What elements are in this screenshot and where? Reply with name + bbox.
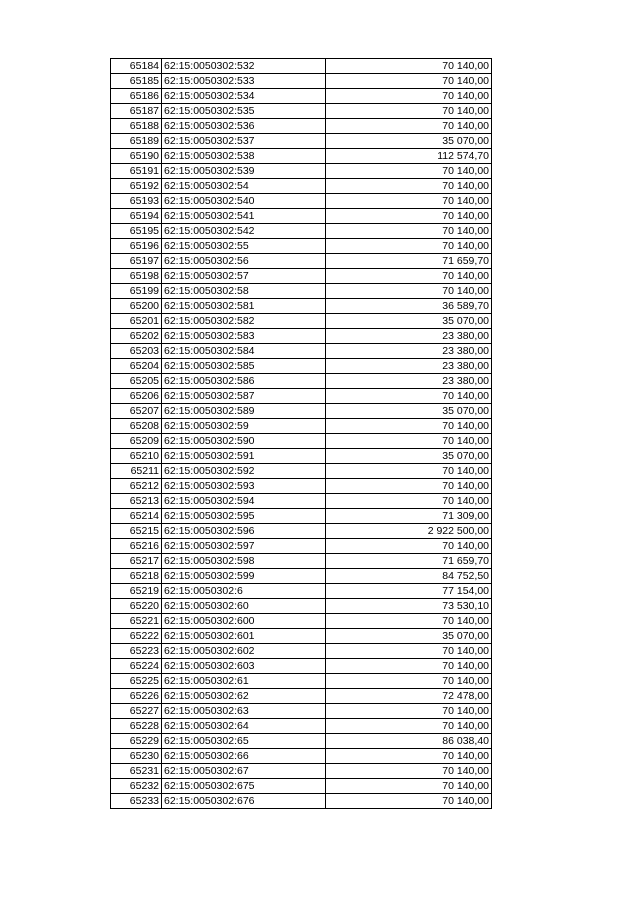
cadastral-number-cell: 62:15:0050302:58 [162,284,326,299]
table-row [111,419,492,434]
table-row [111,779,492,794]
table-row [111,329,492,344]
table-row [111,89,492,104]
row-number-cell: 65219 [111,584,162,599]
cadastral-number-cell: 62:15:0050302:590 [162,434,326,449]
table-row [111,749,492,764]
table-row [111,524,492,539]
cadastral-number-cell: 62:15:0050302:538 [162,149,326,164]
row-number-cell: 65201 [111,314,162,329]
cadastral-number-cell: 62:15:0050302:582 [162,314,326,329]
cadastral-value-cell: 70 140,00 [326,749,492,764]
cadastral-value-cell: 70 140,00 [326,179,492,194]
table-row [111,104,492,119]
row-number-cell: 65211 [111,464,162,479]
row-number-cell: 65197 [111,254,162,269]
cadastral-value-cell: 35 070,00 [326,404,492,419]
cadastral-number-cell: 62:15:0050302:535 [162,104,326,119]
table-row [111,74,492,89]
cadastral-number-cell: 62:15:0050302:62 [162,689,326,704]
table-row [111,434,492,449]
table-row [111,689,492,704]
table-row [111,764,492,779]
cadastral-number-cell: 62:15:0050302:581 [162,299,326,314]
row-number-cell: 65217 [111,554,162,569]
cadastral-value-cell: 73 530,10 [326,599,492,614]
cadastral-number-cell: 62:15:0050302:63 [162,704,326,719]
cadastral-value-cell: 77 154,00 [326,584,492,599]
cadastral-value-cell: 72 478,00 [326,689,492,704]
cadastral-value-cell: 70 140,00 [326,479,492,494]
row-number-cell: 65227 [111,704,162,719]
table-row [111,479,492,494]
cadastral-value-table [110,58,492,809]
cadastral-value-cell: 70 140,00 [326,224,492,239]
cadastral-number-cell: 62:15:0050302:55 [162,239,326,254]
table-row [111,599,492,614]
cadastral-number-cell: 62:15:0050302:540 [162,194,326,209]
table-row [111,464,492,479]
cadastral-number-cell: 62:15:0050302:533 [162,74,326,89]
cadastral-number-cell: 62:15:0050302:532 [162,59,326,74]
row-number-cell: 65215 [111,524,162,539]
cadastral-number-cell: 62:15:0050302:534 [162,89,326,104]
cadastral-value-cell: 70 140,00 [326,764,492,779]
cadastral-number-cell: 62:15:0050302:593 [162,479,326,494]
cadastral-value-cell: 23 380,00 [326,359,492,374]
row-number-cell: 65193 [111,194,162,209]
cadastral-number-cell: 62:15:0050302:591 [162,449,326,464]
row-number-cell: 65196 [111,239,162,254]
cadastral-number-cell: 62:15:0050302:541 [162,209,326,224]
row-number-cell: 65232 [111,779,162,794]
cadastral-value-cell: 86 038,40 [326,734,492,749]
cadastral-number-cell: 62:15:0050302:599 [162,569,326,584]
row-number-cell: 65228 [111,719,162,734]
row-number-cell: 65188 [111,119,162,134]
row-number-cell: 65191 [111,164,162,179]
cadastral-value-cell: 70 140,00 [326,89,492,104]
cadastral-number-cell: 62:15:0050302:539 [162,164,326,179]
row-number-cell: 65186 [111,89,162,104]
row-number-cell: 65223 [111,644,162,659]
cadastral-number-cell: 62:15:0050302:592 [162,464,326,479]
cadastral-value-cell: 70 140,00 [326,119,492,134]
cadastral-number-cell: 62:15:0050302:586 [162,374,326,389]
cadastral-value-cell: 70 140,00 [326,719,492,734]
cadastral-number-cell: 62:15:0050302:65 [162,734,326,749]
cadastral-number-cell: 62:15:0050302:583 [162,329,326,344]
row-number-cell: 65200 [111,299,162,314]
cadastral-value-cell: 112 574,70 [326,149,492,164]
cadastral-number-cell: 62:15:0050302:67 [162,764,326,779]
table-row [111,644,492,659]
cadastral-number-cell: 62:15:0050302:596 [162,524,326,539]
row-number-cell: 65218 [111,569,162,584]
row-number-cell: 65195 [111,224,162,239]
table-row [111,284,492,299]
cadastral-number-cell: 62:15:0050302:61 [162,674,326,689]
cadastral-value-cell: 23 380,00 [326,329,492,344]
cadastral-value-cell: 70 140,00 [326,614,492,629]
table-row [111,344,492,359]
table-row [111,614,492,629]
cadastral-value-cell: 35 070,00 [326,629,492,644]
row-number-cell: 65210 [111,449,162,464]
cadastral-number-cell: 62:15:0050302:600 [162,614,326,629]
cadastral-value-cell: 71 659,70 [326,254,492,269]
row-number-cell: 65194 [111,209,162,224]
cadastral-number-cell: 62:15:0050302:598 [162,554,326,569]
cadastral-value-cell: 23 380,00 [326,344,492,359]
cadastral-value-cell: 70 140,00 [326,434,492,449]
cadastral-number-cell: 62:15:0050302:536 [162,119,326,134]
cadastral-value-cell: 70 140,00 [326,104,492,119]
cadastral-number-cell: 62:15:0050302:64 [162,719,326,734]
cadastral-number-cell: 62:15:0050302:584 [162,344,326,359]
row-number-cell: 65230 [111,749,162,764]
table-row [111,509,492,524]
row-number-cell: 65220 [111,599,162,614]
table-row [111,374,492,389]
cadastral-number-cell: 62:15:0050302:585 [162,359,326,374]
cadastral-number-cell: 62:15:0050302:587 [162,389,326,404]
cadastral-value-cell: 70 140,00 [326,494,492,509]
cadastral-value-cell: 70 140,00 [326,539,492,554]
cadastral-value-cell: 35 070,00 [326,314,492,329]
row-number-cell: 65189 [111,134,162,149]
table-row [111,149,492,164]
table-row [111,224,492,239]
row-number-cell: 65216 [111,539,162,554]
cadastral-value-cell: 71 309,00 [326,509,492,524]
cadastral-number-cell: 62:15:0050302:66 [162,749,326,764]
cadastral-value-cell: 36 589,70 [326,299,492,314]
cadastral-value-cell: 35 070,00 [326,134,492,149]
table-row [111,194,492,209]
table-row [111,254,492,269]
row-number-cell: 65190 [111,149,162,164]
table-row [111,569,492,584]
cadastral-value-cell: 70 140,00 [326,239,492,254]
cadastral-number-cell: 62:15:0050302:589 [162,404,326,419]
cadastral-value-cell: 70 140,00 [326,794,492,809]
cadastral-number-cell: 62:15:0050302:56 [162,254,326,269]
cadastral-number-cell: 62:15:0050302:601 [162,629,326,644]
row-number-cell: 65198 [111,269,162,284]
cadastral-value-cell: 70 140,00 [326,659,492,674]
cadastral-value-cell: 70 140,00 [326,164,492,179]
row-number-cell: 65199 [111,284,162,299]
row-number-cell: 65233 [111,794,162,809]
cadastral-number-cell: 62:15:0050302:537 [162,134,326,149]
table-row [111,299,492,314]
cadastral-value-cell: 70 140,00 [326,74,492,89]
cadastral-value-cell: 70 140,00 [326,269,492,284]
cadastral-value-cell: 70 140,00 [326,419,492,434]
row-number-cell: 65209 [111,434,162,449]
cadastral-value-cell: 70 140,00 [326,464,492,479]
cadastral-number-cell: 62:15:0050302:542 [162,224,326,239]
cadastral-number-cell: 62:15:0050302:597 [162,539,326,554]
cadastral-number-cell: 62:15:0050302:603 [162,659,326,674]
cadastral-value-cell: 70 140,00 [326,674,492,689]
cadastral-number-cell: 62:15:0050302:602 [162,644,326,659]
cadastral-value-cell: 70 140,00 [326,209,492,224]
table-row [111,404,492,419]
cadastral-value-cell: 70 140,00 [326,704,492,719]
cadastral-value-cell: 70 140,00 [326,389,492,404]
table-row [111,539,492,554]
table-row [111,494,492,509]
row-number-cell: 65208 [111,419,162,434]
cadastral-value-cell: 23 380,00 [326,374,492,389]
table-row [111,794,492,809]
row-number-cell: 65185 [111,74,162,89]
cadastral-value-cell: 84 752,50 [326,569,492,584]
cadastral-number-cell: 62:15:0050302:676 [162,794,326,809]
cadastral-number-cell: 62:15:0050302:59 [162,419,326,434]
table-row [111,59,492,74]
row-number-cell: 65221 [111,614,162,629]
row-number-cell: 65212 [111,479,162,494]
row-number-cell: 65202 [111,329,162,344]
row-number-cell: 65226 [111,689,162,704]
table-row [111,179,492,194]
row-number-cell: 65184 [111,59,162,74]
table-row [111,584,492,599]
cadastral-value-cell: 70 140,00 [326,59,492,74]
row-number-cell: 65203 [111,344,162,359]
cadastral-value-cell: 71 659,70 [326,554,492,569]
row-number-cell: 65204 [111,359,162,374]
cadastral-number-cell: 62:15:0050302:60 [162,599,326,614]
table-row [111,674,492,689]
row-number-cell: 65225 [111,674,162,689]
row-number-cell: 65207 [111,404,162,419]
table-row [111,359,492,374]
row-number-cell: 65231 [111,764,162,779]
table-row [111,314,492,329]
cadastral-number-cell: 62:15:0050302:54 [162,179,326,194]
cadastral-number-cell: 62:15:0050302:6 [162,584,326,599]
row-number-cell: 65214 [111,509,162,524]
table-row [111,239,492,254]
table-row [111,119,492,134]
row-number-cell: 65187 [111,104,162,119]
table-row [111,449,492,464]
row-number-cell: 65224 [111,659,162,674]
cadastral-value-cell: 2 922 500,00 [326,524,492,539]
cadastral-value-cell: 70 140,00 [326,194,492,209]
row-number-cell: 65192 [111,179,162,194]
cadastral-number-cell: 62:15:0050302:675 [162,779,326,794]
table-row [111,164,492,179]
table-row [111,134,492,149]
table-row [111,209,492,224]
table-row [111,389,492,404]
row-number-cell: 65206 [111,389,162,404]
row-number-cell: 65222 [111,629,162,644]
row-number-cell: 65213 [111,494,162,509]
table-body [111,59,492,809]
cadastral-number-cell: 62:15:0050302:57 [162,269,326,284]
cadastral-value-cell: 70 140,00 [326,284,492,299]
cadastral-value-cell: 70 140,00 [326,644,492,659]
cadastral-value-cell: 70 140,00 [326,779,492,794]
table-row [111,719,492,734]
cadastral-number-cell: 62:15:0050302:595 [162,509,326,524]
table-row [111,269,492,284]
table-row [111,629,492,644]
cadastral-number-cell: 62:15:0050302:594 [162,494,326,509]
row-number-cell: 65229 [111,734,162,749]
row-number-cell: 65205 [111,374,162,389]
table-row [111,704,492,719]
table-row [111,734,492,749]
cadastral-value-cell: 35 070,00 [326,449,492,464]
table-row [111,659,492,674]
table-row [111,554,492,569]
